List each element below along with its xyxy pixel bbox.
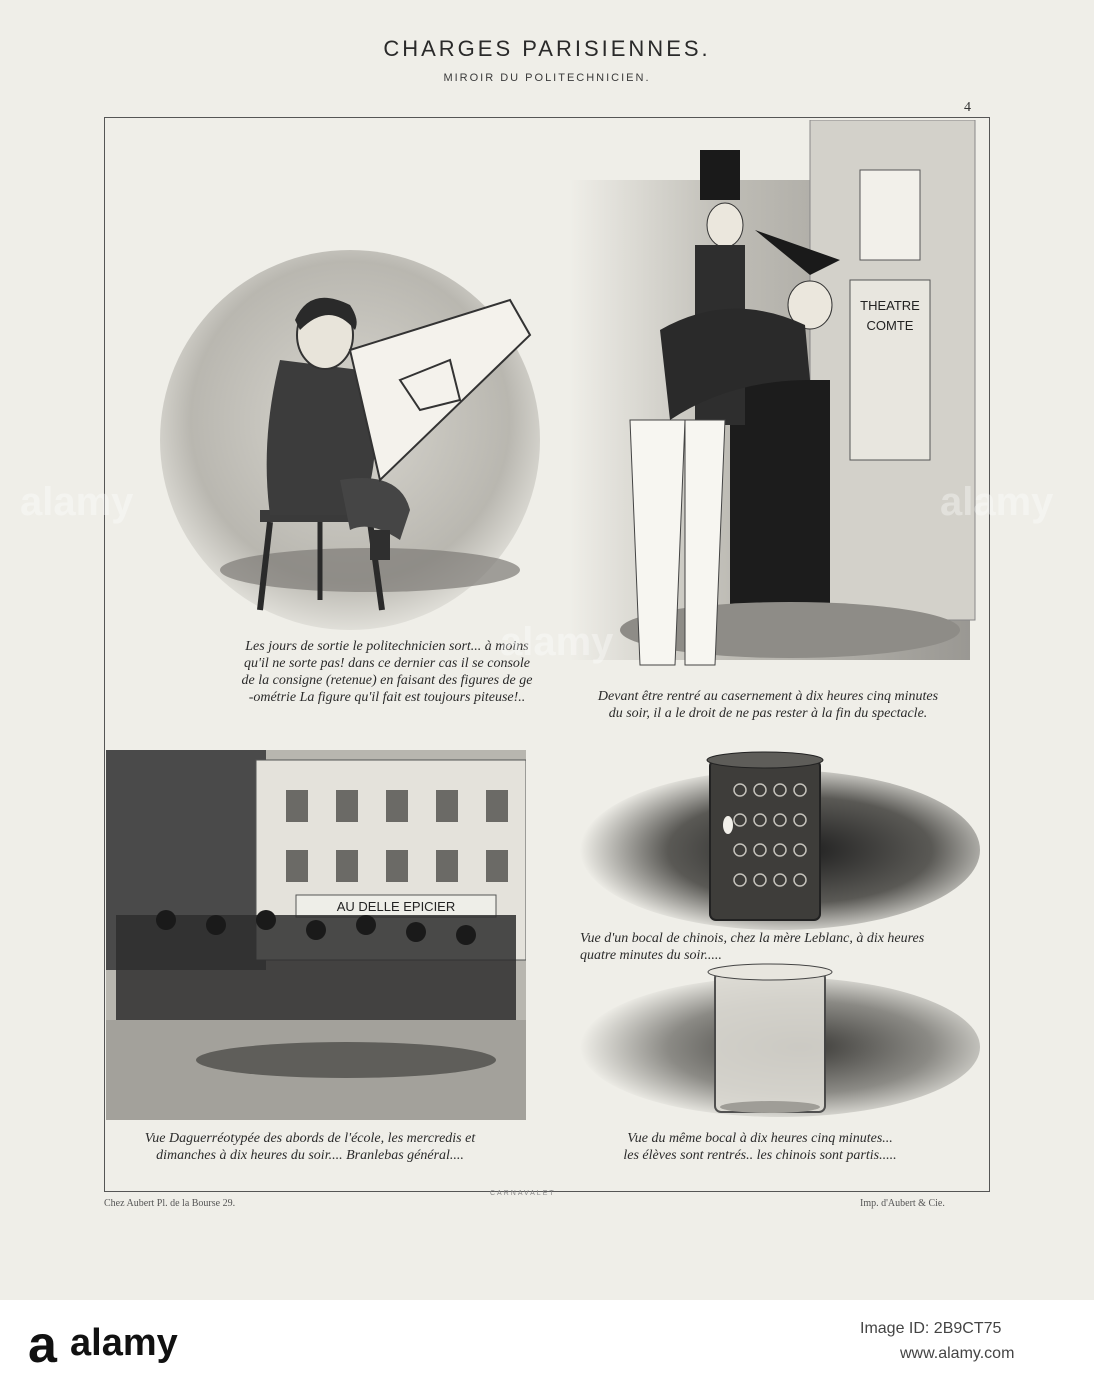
caption-line: qu'il ne sorte pas! dans ce dernier cas il se console xyxy=(243,656,531,671)
watermark: alamy xyxy=(500,620,614,664)
theatre-poster-line-2: COMTE xyxy=(866,318,914,333)
printer-imprint: Imp. d'Aubert & Cie. xyxy=(860,1198,945,1209)
caption-line: quatre minutes du soir..... xyxy=(580,948,722,963)
panel-3-caption xyxy=(120,1130,500,1164)
panel-4-caption xyxy=(580,930,980,964)
panel-5-caption xyxy=(570,1130,950,1164)
panel-empty-jar-illustration xyxy=(560,962,980,1122)
caption-line: Vue Daguerréotypée des abords de l'école, les mercredis et xyxy=(144,1131,476,1146)
caption-line: Devant être rentré au casernement à dix heures cinq minutes xyxy=(597,689,939,704)
image-id-label: Image ID: 2B9CT75 xyxy=(860,1320,1002,1337)
caption-line: Vue du même bocal à dix heures cinq minutes... xyxy=(627,1131,893,1146)
museum-stamp: CARNAVALET xyxy=(490,1190,556,1197)
panel-2-caption xyxy=(578,688,958,722)
publisher-imprint: Chez Aubert Pl. de la Bourse 29. xyxy=(104,1198,236,1209)
caption-line: Les jours de sortie le politechnicien sort... à moins xyxy=(245,639,529,654)
svg-text:a: a xyxy=(28,1316,57,1374)
theatre-poster-line-1: THEATRE xyxy=(860,298,920,313)
watermark: alamy xyxy=(940,480,1054,524)
panel-1-caption xyxy=(222,638,552,706)
caption-line: de la consigne (retenue) en faisant des figures de ge xyxy=(241,673,533,688)
print-title: CHARGES PARISIENNES. xyxy=(383,36,711,61)
shop-sign: AU DELLE EPICIER xyxy=(336,899,456,914)
caption-line: -ométrie La figure qu'il fait est toujours piteuse!.. xyxy=(248,690,526,705)
watermark: alamy xyxy=(20,480,134,524)
panel-theatre-door-illustration xyxy=(510,120,980,680)
caption-line: les élèves sont rentrés.. les chinois sont partis..... xyxy=(623,1148,897,1163)
panel-seated-student-illustration xyxy=(160,240,540,630)
caption-line: du soir, il a le droit de ne pas rester à la fin du spectacle. xyxy=(608,706,928,721)
plate-number: 4 xyxy=(964,100,971,115)
stock-url: www.alamy.com xyxy=(900,1345,1015,1362)
panel-street-crowd-illustration xyxy=(106,720,526,1120)
caption-line: dimanches à dix heures du soir.... Branlebas général.... xyxy=(156,1148,464,1163)
caption-line: Vue d'un bocal de chinois, chez la mère Leblanc, à dix heures xyxy=(580,931,925,946)
panel-full-jar-illustration xyxy=(560,750,980,930)
stock-brand-text: alamy xyxy=(70,1322,178,1364)
print-subtitle: MIROIR DU POLITECHNICIEN. xyxy=(443,72,651,84)
